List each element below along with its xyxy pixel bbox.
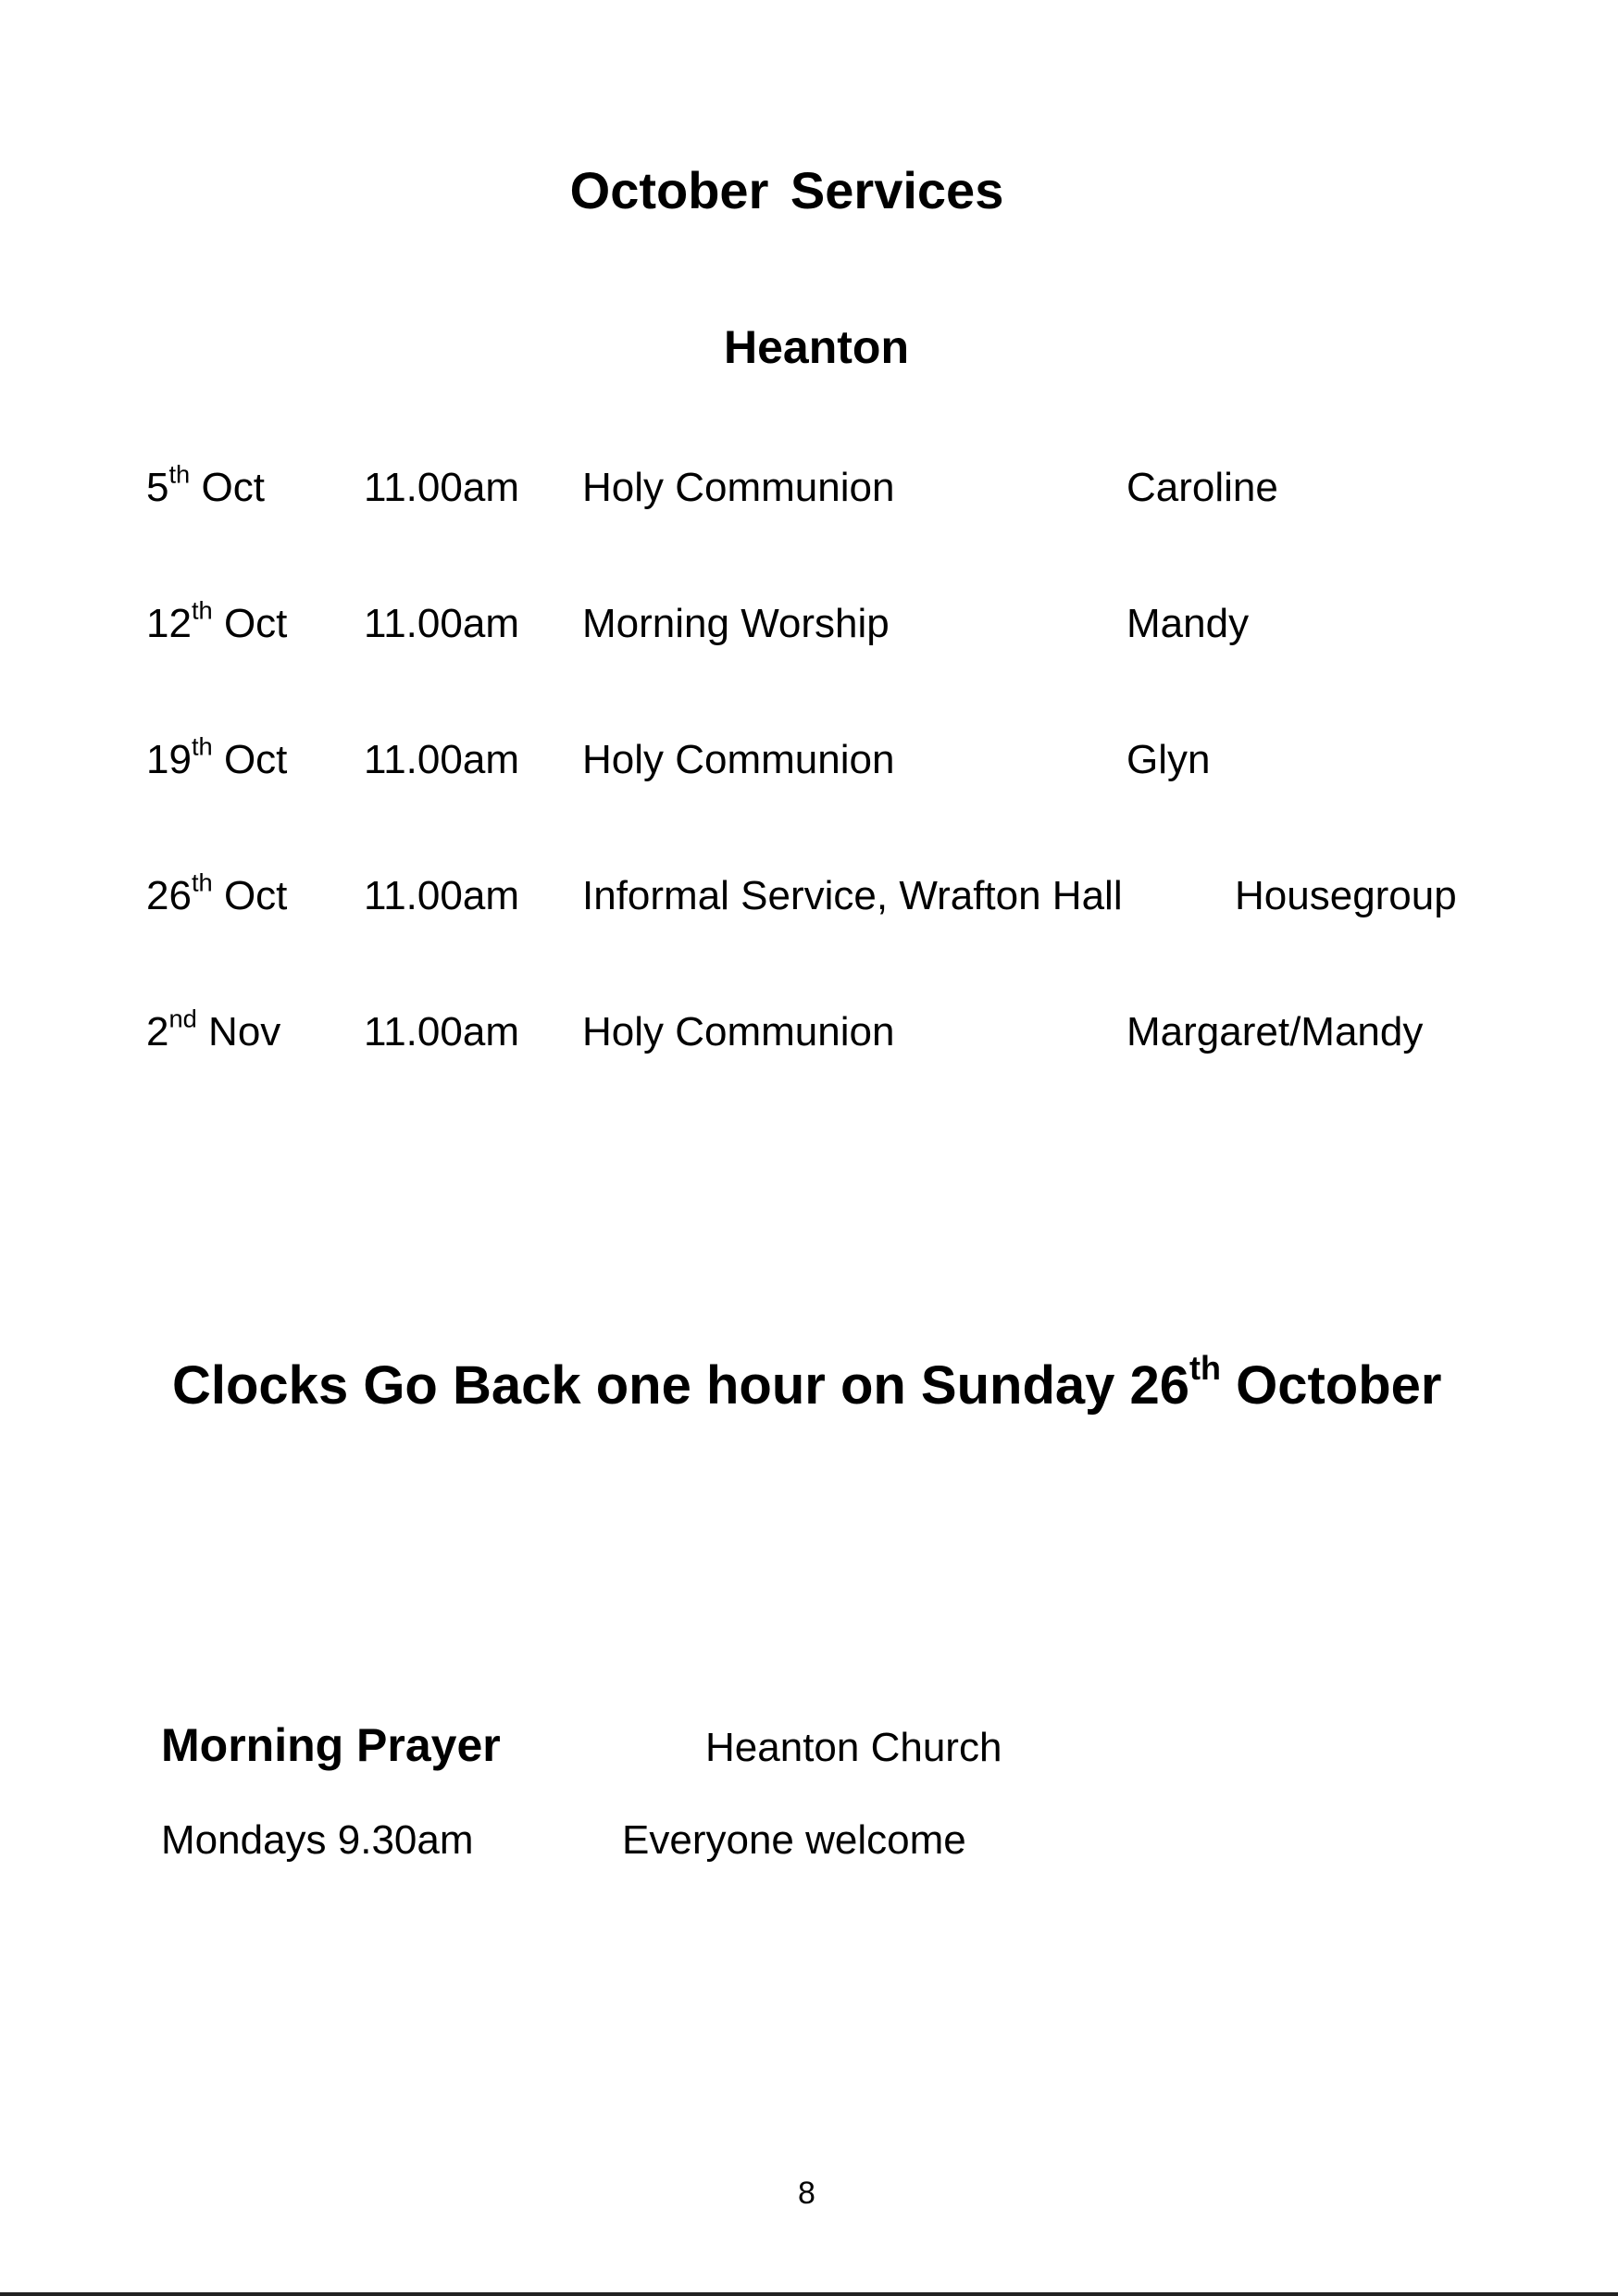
service-time: 11.00am xyxy=(364,465,519,510)
date-month: Oct xyxy=(223,601,288,646)
page-number: 8 xyxy=(798,2176,815,2211)
service-time: 11.00am xyxy=(364,737,519,782)
service-date xyxy=(146,595,288,646)
morning-prayer-time: Mondays 9.30am xyxy=(161,1817,474,1863)
date-day: 2 xyxy=(146,1009,169,1054)
service-date xyxy=(146,459,265,510)
service-name: Holy Communion xyxy=(582,465,895,510)
service-name: Holy Communion xyxy=(582,737,895,782)
date-day: 5 xyxy=(146,465,169,510)
date-suffix: th xyxy=(191,595,213,625)
service-date xyxy=(146,1004,281,1054)
service-time: 11.00am xyxy=(364,601,519,646)
morning-prayer-title: Morning Prayer xyxy=(161,1719,501,1771)
notice-text: Clocks Go Back one hour on Sunday 26 xyxy=(172,1355,1190,1416)
service-name: Morning Worship xyxy=(582,601,890,646)
service-name: Holy Communion xyxy=(582,1009,895,1054)
date-day: 12 xyxy=(146,601,192,646)
clocks-notice xyxy=(172,1349,1442,1416)
service-date xyxy=(146,867,288,918)
service-date xyxy=(146,731,288,782)
morning-prayer-location: Heanton Church xyxy=(705,1725,1002,1770)
service-leader: Caroline xyxy=(1126,465,1278,510)
service-time: 11.00am xyxy=(364,1009,519,1054)
church-heading: Heanton xyxy=(724,321,909,373)
date-suffix: nd xyxy=(168,1004,197,1033)
service-leader: Margaret/Mandy xyxy=(1126,1009,1424,1054)
date-month: Oct xyxy=(201,465,265,510)
service-leader: Glyn xyxy=(1126,737,1211,782)
service-name: Informal Service, Wrafton Hall xyxy=(582,873,1123,918)
notice-suffix: th xyxy=(1189,1349,1221,1388)
morning-prayer-note: Everyone welcome xyxy=(622,1817,966,1863)
date-suffix: th xyxy=(191,731,213,761)
date-suffix: th xyxy=(191,867,213,897)
date-suffix: th xyxy=(168,459,191,489)
date-day: 26 xyxy=(146,873,192,918)
date-month: Oct xyxy=(223,873,288,918)
page-bottom-border xyxy=(0,2292,1618,2296)
service-leader: Mandy xyxy=(1126,601,1250,646)
notice-month: October xyxy=(1236,1355,1442,1416)
date-month: Oct xyxy=(223,737,288,782)
service-time: 11.00am xyxy=(364,873,519,918)
service-leader: Housegroup xyxy=(1235,873,1457,918)
date-day: 19 xyxy=(146,737,192,782)
page-title: October Services xyxy=(569,161,1004,219)
date-month: Nov xyxy=(208,1009,281,1054)
